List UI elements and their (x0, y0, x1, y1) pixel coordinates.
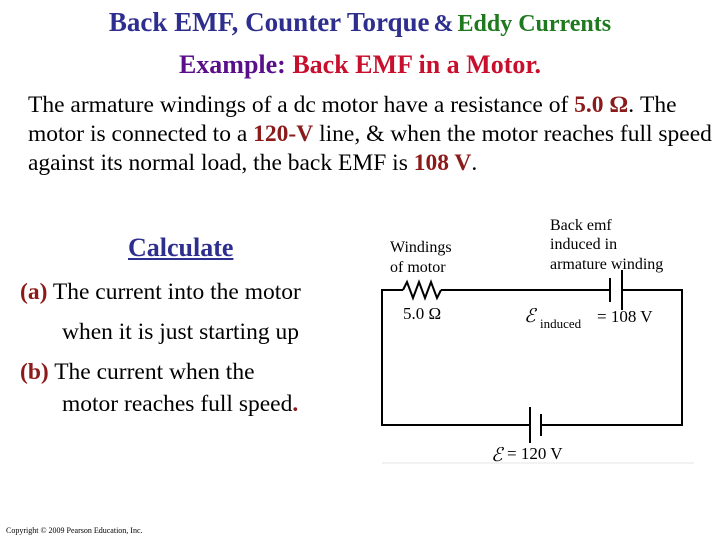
title-main: Back EMF, Counter Torque (108, 7, 430, 37)
back-emf-label-line3: armature winding (550, 256, 664, 273)
copyright-notice: Copyright © 2009 Pearson Education, Inc. (6, 526, 143, 535)
source-emf-symbol: ℰ (491, 445, 503, 466)
induced-subscript: induced (540, 316, 582, 331)
resistance-value: 5.0 Ω (574, 92, 629, 118)
question-b-period: . (292, 391, 299, 417)
resistor-symbol (403, 282, 441, 298)
problem-text-2: . The motor is connected to a (28, 92, 677, 147)
source-emf-value: = 120 V (507, 444, 563, 463)
problem-text-1: The armature windings of a dc motor have a resistance of (28, 92, 575, 118)
windings-label-line1: Windings (390, 239, 452, 256)
question-b-text: The current when the (54, 359, 255, 385)
question-a-text-2: when it is just starting up (62, 319, 299, 345)
calculate-heading: Calculate (128, 233, 234, 262)
question-a-label: (a) (20, 279, 48, 305)
question-b-text-2: motor reaches full speed (62, 391, 293, 417)
title-ampersand: & (433, 11, 454, 37)
back-emf-label-line1: Back emf (550, 217, 612, 234)
induced-emf-value: = 108 V (597, 307, 653, 326)
problem-text-4: . (471, 150, 478, 176)
example-topic: Back EMF in a Motor. (292, 50, 542, 79)
problem-text-3: line, & when the motor reaches full speed against its normal load, the back EMF is (28, 121, 712, 176)
question-a-text: The current into the motor (52, 279, 301, 305)
resistor-value-label: 5.0 Ω (403, 304, 442, 323)
line-voltage-value: 120-V (253, 121, 314, 147)
question-b-label: (b) (20, 359, 49, 385)
back-emf-label-line2: induced in (550, 236, 618, 253)
induced-emf-symbol: ℰ (524, 306, 536, 327)
title-eddy-currents: Eddy Currents (457, 11, 612, 37)
windings-label-line2: of motor (390, 259, 446, 276)
example-label: Example: (178, 50, 286, 79)
back-emf-value: 108 V (413, 150, 472, 176)
